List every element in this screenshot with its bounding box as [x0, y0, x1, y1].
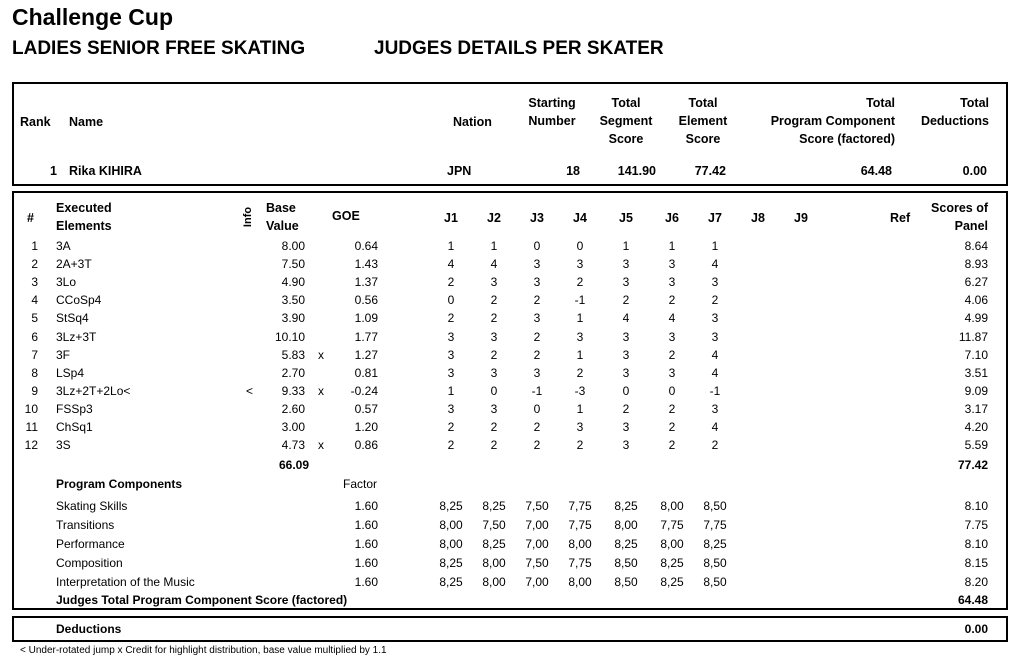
component-judge-score: 7,75: [660, 518, 684, 532]
element-base-value: 4.90: [281, 275, 305, 289]
component-judge-score: 8,50: [703, 499, 727, 513]
event-title: Challenge Cup: [12, 4, 174, 30]
deductions-label: Deductions: [56, 622, 122, 636]
component-judge-score: 8,25: [703, 537, 727, 551]
judge-score: 0: [447, 293, 455, 307]
judge-score: 3: [490, 366, 498, 380]
judge-score: 2: [533, 438, 541, 452]
judge-score: 3: [533, 366, 541, 380]
element-goe: 1.09: [354, 311, 378, 325]
component-judge-score: 8,00: [660, 537, 684, 551]
judge-score: 1: [576, 348, 584, 362]
judge-score: 4: [711, 420, 719, 434]
component-judge-score: 8,50: [614, 575, 638, 589]
judge-score: 1: [711, 239, 719, 253]
judge-score: 2: [711, 438, 719, 452]
pc-header: Program Components: [56, 477, 183, 491]
judge-score: 3: [576, 420, 584, 434]
element-code: 3Lz+3T: [56, 330, 97, 344]
component-judge-score: 7,75: [703, 518, 727, 532]
element-goe: 0.57: [354, 402, 378, 416]
judge-score: 3: [576, 330, 584, 344]
element-number: 11: [25, 420, 38, 434]
component-name: Interpretation of the Music: [56, 575, 195, 589]
judge-score: 3: [533, 257, 541, 271]
element-number: 3: [31, 275, 38, 289]
component-judge-score: 8,00: [439, 537, 463, 551]
element-goe: 1.37: [354, 275, 378, 289]
judge-score: 2: [447, 420, 455, 434]
judge-header: J4: [573, 211, 587, 225]
element-panel-score: 4.20: [964, 420, 988, 434]
judge-score: 2: [447, 438, 455, 452]
judge-score: 0: [668, 384, 676, 398]
element-base-value: 3.90: [281, 311, 305, 325]
judge-score: 2: [668, 348, 676, 362]
judge-score: -1: [574, 293, 586, 307]
tss-header: Total Segment Score: [599, 96, 653, 146]
component-judge-score: 7,50: [525, 556, 549, 570]
judge-score: 3: [668, 257, 676, 271]
element-bonus-mark: x: [318, 348, 324, 362]
element-panel-score: 3.17: [964, 402, 988, 416]
judge-score: 3: [622, 366, 630, 380]
judge-header: J5: [619, 211, 633, 225]
skater-name: Rika KIHIRA: [69, 164, 142, 178]
judge-score: 2: [711, 293, 719, 307]
judge-score: 3: [711, 275, 719, 289]
panel-total: 77.42: [957, 458, 988, 472]
panel-header: Scores of Panel: [931, 201, 988, 233]
judge-score: 3: [447, 330, 455, 344]
judge-score: 0: [533, 402, 541, 416]
ded-header: Total Deductions: [920, 96, 989, 128]
judge-score: 3: [668, 275, 676, 289]
judge-score: 4: [711, 348, 719, 362]
judge-score: 2: [576, 366, 584, 380]
judge-header: J7: [708, 211, 722, 225]
judge-score: -1: [709, 384, 721, 398]
judge-score: 3: [447, 366, 455, 380]
element-number: 5: [31, 311, 38, 325]
element-number: 2: [31, 257, 38, 271]
pcs-total-label: Judges Total Program Component Score (factored): [56, 593, 348, 607]
element-goe: 1.77: [354, 330, 378, 344]
pcs-header: Total Program Component Score (factored): [770, 96, 895, 146]
judge-score: 1: [447, 239, 455, 253]
skater-nation: JPN: [447, 164, 472, 178]
component-name: Performance: [56, 537, 125, 551]
element-code: 3Lo: [56, 275, 77, 289]
element-base-value: 3.50: [281, 293, 305, 307]
component-judge-score: 8,25: [614, 537, 638, 551]
goe-header: GOE: [332, 209, 360, 223]
footnote: < Under-rotated jump x Credit for highlight distribution, base value multiplied by 1.1: [20, 645, 387, 656]
deductions-box: [12, 616, 1008, 642]
judge-score: 3: [668, 330, 676, 344]
component-judge-score: 8,00: [482, 556, 506, 570]
component-name: Transitions: [56, 518, 115, 532]
factor-header: Factor: [343, 477, 378, 491]
judge-score: 3: [533, 275, 541, 289]
component-panel-score: 7.75: [964, 518, 988, 532]
judge-score: 2: [447, 311, 455, 325]
component-panel-score: 8.10: [964, 499, 988, 513]
element-base-value: 7.50: [281, 257, 305, 271]
judge-score: 2: [533, 293, 541, 307]
judge-score: 1: [576, 402, 584, 416]
rank-header: Rank: [20, 115, 51, 129]
judge-header: J2: [487, 211, 501, 225]
element-code: 3F: [56, 348, 71, 362]
component-judge-score: 8,00: [568, 575, 592, 589]
element-base-value: 2.70: [281, 366, 305, 380]
element-panel-score: 4.99: [964, 311, 988, 325]
judge-score: -1: [531, 384, 543, 398]
category-title: LADIES SENIOR FREE SKATING: [12, 38, 306, 59]
name-header: Name: [69, 115, 104, 129]
element-info: <: [246, 384, 254, 398]
component-judge-score: 7,75: [568, 499, 592, 513]
judge-score: 0: [490, 384, 498, 398]
judge-score: 1: [576, 311, 584, 325]
element-code: StSq4: [56, 311, 89, 325]
base-total: 66.09: [278, 458, 309, 472]
judge-score: 3: [622, 275, 630, 289]
element-goe: 0.64: [354, 239, 378, 253]
judge-score: 3: [447, 402, 455, 416]
judge-header: J6: [665, 211, 679, 225]
element-code: 2A+3T: [56, 257, 92, 271]
judge-score: 4: [622, 311, 630, 325]
judge-score: 2: [490, 420, 498, 434]
base-header: Base Value: [266, 201, 299, 233]
element-code: CCoSp4: [56, 293, 102, 307]
judge-score: 3: [490, 330, 498, 344]
judge-score: 2: [668, 402, 676, 416]
element-code: 3A: [56, 239, 71, 253]
component-factor: 1.60: [354, 556, 378, 570]
judge-score: 3: [622, 348, 630, 362]
nation-header: Nation: [453, 115, 492, 129]
element-goe: 0.56: [354, 293, 378, 307]
component-judge-score: 8,25: [660, 575, 684, 589]
starting-header: Starting Number: [528, 96, 576, 128]
element-base-value: 3.00: [281, 420, 305, 434]
judge-score: 2: [576, 438, 584, 452]
component-name: Skating Skills: [56, 499, 128, 513]
element-panel-score: 8.93: [964, 257, 988, 271]
judge-score: 3: [533, 311, 541, 325]
judge-score: 3: [490, 402, 498, 416]
judge-score: 2: [576, 275, 584, 289]
judge-header: J8: [751, 211, 765, 225]
element-number: 6: [31, 330, 38, 344]
component-judge-score: 8,25: [660, 556, 684, 570]
component-judge-score: 7,50: [525, 499, 549, 513]
judge-score: 1: [668, 239, 676, 253]
component-judge-score: 7,50: [482, 518, 506, 532]
judge-score: 2: [622, 293, 630, 307]
element-code: ChSq1: [56, 420, 93, 434]
element-number: 10: [24, 402, 38, 416]
skater-tss: 141.90: [617, 164, 656, 178]
component-judge-score: 7,00: [525, 537, 549, 551]
executed-header: Executed Elements: [56, 201, 112, 233]
element-panel-score: 4.06: [964, 293, 988, 307]
element-panel-score: 3.51: [964, 366, 988, 380]
judge-score: 2: [490, 348, 498, 362]
deductions-value: 0.00: [964, 622, 988, 636]
skater-tes: 77.42: [694, 164, 726, 178]
judge-score: 0: [533, 239, 541, 253]
judge-score: -3: [574, 384, 586, 398]
component-judge-score: 8,25: [439, 499, 463, 513]
component-judge-score: 8,50: [614, 556, 638, 570]
judge-score: 3: [490, 275, 498, 289]
judge-score: 1: [490, 239, 498, 253]
component-judge-score: 7,75: [568, 556, 592, 570]
skater-rank: 1: [50, 164, 57, 178]
component-judge-score: 8,25: [482, 499, 506, 513]
judge-score: 4: [490, 257, 498, 271]
judge-score: 2: [447, 275, 455, 289]
component-judge-score: 8,00: [439, 518, 463, 532]
element-base-value: 10.10: [274, 330, 305, 344]
component-name: Composition: [56, 556, 123, 570]
component-factor: 1.60: [354, 537, 378, 551]
component-judge-score: 8,50: [703, 575, 727, 589]
element-panel-score: 11.87: [958, 330, 988, 344]
judge-score: 4: [447, 257, 455, 271]
judge-score: 3: [668, 366, 676, 380]
component-judge-score: 8,25: [439, 556, 463, 570]
component-judge-score: 7,00: [525, 518, 549, 532]
element-panel-score: 7.10: [964, 348, 988, 362]
element-goe: 0.81: [354, 366, 378, 380]
judge-header: J9: [794, 211, 808, 225]
report-title: JUDGES DETAILS PER SKATER: [374, 38, 664, 59]
element-base-value: 5.83: [281, 348, 305, 362]
element-number: 8: [31, 366, 38, 380]
judge-score: 3: [711, 330, 719, 344]
judge-score: 3: [622, 420, 630, 434]
element-bonus-mark: x: [318, 438, 324, 452]
skater-deductions: 0.00: [962, 164, 987, 178]
judge-score: 3: [447, 348, 455, 362]
element-code: FSSp3: [56, 402, 93, 416]
info-header: Info: [242, 206, 255, 228]
element-panel-score: 9.09: [964, 384, 988, 398]
element-panel-score: 6.27: [964, 275, 988, 289]
judge-score: 2: [622, 402, 630, 416]
component-judge-score: 7,00: [525, 575, 549, 589]
element-number: 9: [31, 384, 38, 398]
judge-score: 2: [533, 348, 541, 362]
component-factor: 1.60: [354, 518, 378, 532]
element-panel-score: 8.64: [964, 239, 988, 253]
skater-start-number: 18: [566, 164, 580, 178]
judge-score: 0: [622, 384, 630, 398]
component-judge-score: 8,00: [660, 499, 684, 513]
element-number: 1: [31, 239, 38, 253]
judge-score: 0: [576, 239, 584, 253]
component-panel-score: 8.15: [964, 556, 988, 570]
judge-score: 3: [711, 402, 719, 416]
judge-score: 4: [668, 311, 676, 325]
component-factor: 1.60: [354, 499, 378, 513]
judge-score: 2: [490, 293, 498, 307]
element-goe: 1.43: [354, 257, 378, 271]
component-judge-score: 8,25: [439, 575, 463, 589]
pcs-total: 64.48: [957, 593, 988, 607]
element-goe: 1.20: [354, 420, 378, 434]
judge-score: 4: [711, 257, 719, 271]
component-judge-score: 8,00: [568, 537, 592, 551]
component-judge-score: 8,25: [482, 537, 506, 551]
component-judge-score: 8,50: [703, 556, 727, 570]
judge-header: J1: [444, 211, 458, 225]
element-base-value: 4.73: [281, 438, 305, 452]
element-code: 3S: [56, 438, 71, 452]
element-number: 12: [24, 438, 38, 452]
element-panel-score: 5.59: [964, 438, 988, 452]
component-judge-score: 8,00: [614, 518, 638, 532]
judge-score: 4: [711, 366, 719, 380]
component-judge-score: 8,25: [614, 499, 638, 513]
judge-header: J3: [530, 211, 544, 225]
judge-score: 2: [668, 420, 676, 434]
element-bonus-mark: x: [318, 384, 324, 398]
component-factor: 1.60: [354, 575, 378, 589]
element-goe: 1.27: [354, 348, 378, 362]
component-judge-score: 7,75: [568, 518, 592, 532]
judge-score: 1: [622, 239, 630, 253]
element-base-value: 9.33: [281, 384, 305, 398]
num-header: #: [27, 211, 34, 225]
judge-score: 2: [668, 438, 676, 452]
judge-score: 2: [490, 438, 498, 452]
element-code: 3Lz+2T+2Lo<: [56, 384, 131, 398]
component-panel-score: 8.10: [964, 537, 988, 551]
judge-score: 2: [533, 330, 541, 344]
element-base-value: 2.60: [281, 402, 305, 416]
element-goe: 0.86: [354, 438, 378, 452]
tes-header: Total Element Score: [678, 96, 728, 146]
judge-score: 3: [576, 257, 584, 271]
judge-score: 2: [668, 293, 676, 307]
skater-pcs: 64.48: [860, 164, 892, 178]
element-goe: -0.24: [350, 384, 378, 398]
judge-score: 3: [622, 330, 630, 344]
element-base-value: 8.00: [281, 239, 305, 253]
judge-score: 3: [622, 438, 630, 452]
component-panel-score: 8.20: [964, 575, 988, 589]
element-number: 4: [31, 293, 38, 307]
judge-score: 3: [622, 257, 630, 271]
judge-score: 2: [533, 420, 541, 434]
element-code: LSp4: [56, 366, 85, 380]
judge-score: 2: [490, 311, 498, 325]
judge-score: 1: [447, 384, 455, 398]
element-number: 7: [31, 348, 38, 362]
component-judge-score: 8,00: [482, 575, 506, 589]
ref-header: Ref: [890, 211, 911, 225]
judge-score: 3: [711, 311, 719, 325]
